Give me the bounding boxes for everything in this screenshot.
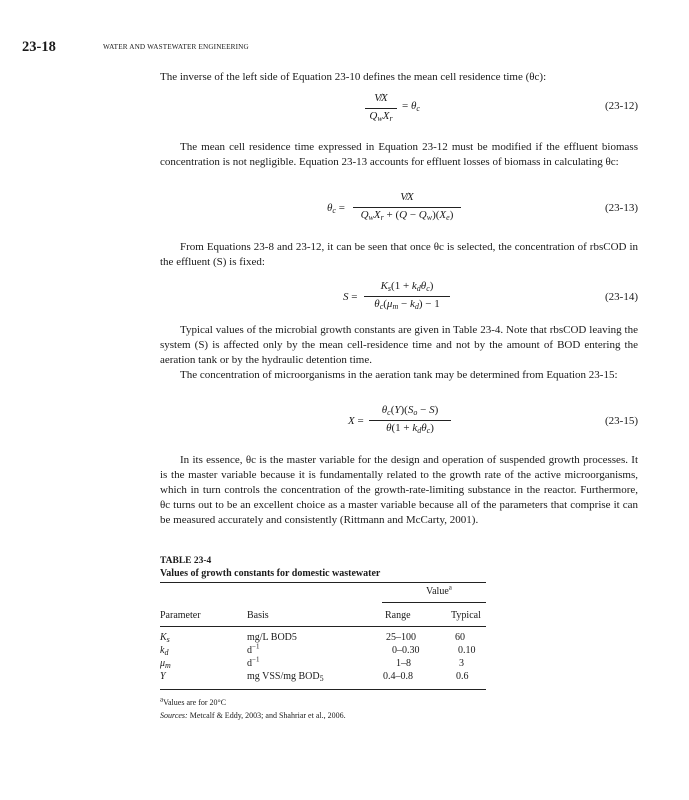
eq15-denominator: $\theta(1 + k_d\theta_c)$ xyxy=(386,422,434,435)
eq13-numerator: V̸X xyxy=(400,191,414,203)
typical-cell: 3 xyxy=(459,658,464,669)
range-cell: 0.4–0.8 xyxy=(383,671,413,682)
eq14-denominator: $\theta_c(\mu_m - k_d) - 1$ xyxy=(374,298,440,311)
paragraph-master-variable: In its essence, θc is the master variable for the design and operation of suspended growth processes. It is the master variable because it is fundamentally related to the growth rate of the active microorganisms, which in turn controls the concentration of the growth-rate-limiting substance in the reactor. Furthermore, θc turns out to be an excellent choice as a master variable because all of the parameters that comprise it can be measured accurately and consistently (Rittmann and McCarty, 2001). xyxy=(160,454,638,526)
table-sources: Sources: Metcalf & Eddy, 2003; and Shahriar et al., 2006. xyxy=(160,711,346,720)
param-mum: $\mu_m$ xyxy=(160,658,171,670)
paragraph-intro xyxy=(160,70,638,85)
eq15-lhs: X = xyxy=(348,415,364,427)
eq12-number: (23-12) xyxy=(605,100,638,112)
param-ks: $K_s$ xyxy=(160,632,170,644)
eq12-fraction-bar xyxy=(365,108,397,109)
table-group-rule xyxy=(382,602,486,603)
eq14-number: (23-14) xyxy=(605,291,638,303)
col-header-parameter: Parameter xyxy=(160,610,201,621)
table-header-rule xyxy=(160,626,486,627)
range-cell: 1–8 xyxy=(396,658,411,669)
eq15-number: (23-15) xyxy=(605,415,638,427)
eq14-numerator: $K_s(1 + k_d\theta_c)$ xyxy=(380,280,434,293)
table-label: TABLE 23-4 xyxy=(160,556,212,566)
typical-cell: 0.6 xyxy=(456,671,469,682)
page-number: 23-18 xyxy=(22,39,56,55)
paragraph-rbscod: From Equations 23-8 and 23-12, it can be seen that once θc is selected, the concentration of rbsCOD in the effluent (S) is fixed: xyxy=(160,241,638,268)
typical-cell: 0.10 xyxy=(458,645,476,656)
basis-cell: $d^{-1}$ xyxy=(247,642,260,656)
eq15-numerator: $\theta_c(Y)(S_o - S)$ xyxy=(381,404,439,417)
col-header-typical: Typical xyxy=(451,610,481,621)
basis-cell: $d^{-1}$ xyxy=(247,655,260,669)
table-footnote: $^a$Values are for 20°C xyxy=(160,695,227,707)
col-header-range: Range xyxy=(385,610,411,621)
basis-cell: mg VSS/mg $BOD_5$ xyxy=(247,671,324,683)
typical-cell: 60 xyxy=(455,632,465,643)
col-header-basis: Basis xyxy=(247,610,269,621)
eq13-lhs: $\theta_c$ = xyxy=(327,202,345,215)
eq14-fraction-bar xyxy=(364,296,450,297)
paragraph-typical-values: Typical values of the microbial growth constants are given in Table 23-4. Note that rbsCOD leaving the system (S) is affected only by the mean cell-residence time and not by the amount of BOD entering the aeration tank or by the hydraulic detention time. xyxy=(160,324,638,366)
range-cell: 0–0.30 xyxy=(392,645,420,656)
param-y: Y xyxy=(160,671,166,682)
table-title: Values of growth constants for domestic wastewater xyxy=(160,568,381,579)
eq12-rhs: = $\theta_c$ xyxy=(402,100,420,113)
running-head: WATER AND WASTEWATER ENGINEERING xyxy=(103,43,249,51)
eq15-fraction-bar xyxy=(369,420,451,421)
eq13-denominator: $Q_wX_r + (Q - Q_w)(X_e)$ xyxy=(360,209,454,222)
eq12-denominator: $Q_wX_r$ xyxy=(369,110,393,123)
table-bottom-rule xyxy=(160,689,486,690)
range-cell: 25–100 xyxy=(386,632,416,643)
eq13-number: (23-13) xyxy=(605,202,638,214)
eq14-lhs: S = xyxy=(343,291,358,303)
param-kd: $k_d$ xyxy=(160,645,169,657)
eq12-numerator: V̸X xyxy=(374,92,388,104)
table-top-rule xyxy=(160,582,486,583)
paragraph-text: The inverse of the left side of Equation 23-10 defines the mean cell residence time (θc): xyxy=(160,71,547,83)
table-group-header: Value$^a$ xyxy=(426,583,452,597)
paragraph-microorganisms: The concentration of microorganisms in the aeration tank may be determined from Equation 23-15: xyxy=(180,369,618,381)
paragraph-effluent-biomass: The mean cell residence time expressed in Equation 23-12 must be modified if the effluent biomass concentration is not negligible. Equation 23-13 accounts for effluent losses of biomass in calculating θc: xyxy=(160,141,638,168)
basis-cell: mg/L BOD5 xyxy=(247,632,297,643)
eq13-fraction-bar xyxy=(353,207,461,208)
